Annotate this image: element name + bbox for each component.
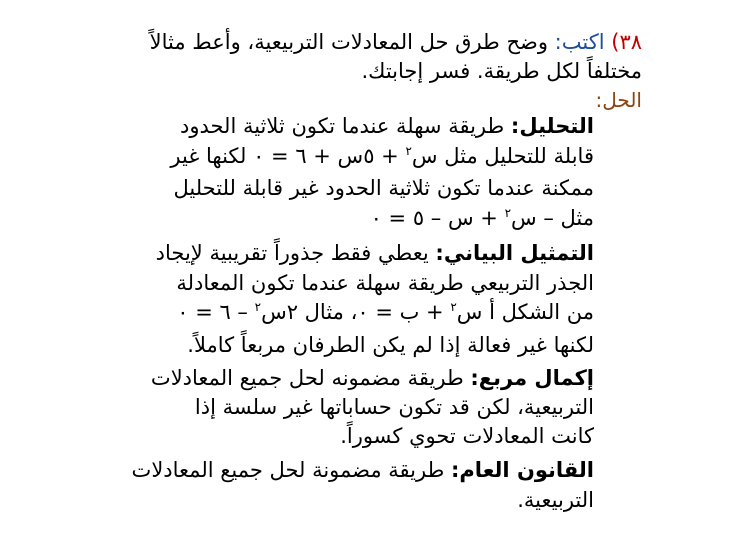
graphing-text-3b: + ب = ٠، مثال ٢س bbox=[261, 300, 444, 324]
graphing-exponent-1: ٢ bbox=[450, 300, 457, 314]
graphing-section bbox=[156, 239, 594, 360]
quadratic-formula-term: القانون العام: bbox=[451, 458, 594, 482]
quadratic-formula-line-2 bbox=[132, 485, 594, 515]
factoring-text-4b: + س – ٥ = ٠ bbox=[370, 205, 498, 230]
question-verb: اكتب: bbox=[554, 30, 605, 54]
factoring-text-2b: + ٥س + ٦ = ٠ لكنها غير bbox=[170, 143, 399, 168]
question-number: ٣٨) bbox=[611, 30, 642, 54]
factoring-term: التحليل: bbox=[510, 114, 594, 138]
quadratic-formula-section bbox=[132, 455, 594, 515]
factoring-text-3: ممكنة عندما تكون ثلاثية الحدود غير قابلة للتحليل bbox=[173, 176, 594, 200]
graphing-line-2 bbox=[156, 269, 594, 299]
solution-label-block bbox=[596, 86, 642, 115]
completing-square-line-2 bbox=[151, 393, 594, 422]
factoring-line-2 bbox=[170, 142, 594, 175]
completing-square-line-1 bbox=[151, 364, 594, 393]
graphing-line-1 bbox=[156, 239, 594, 269]
factoring-line-3 bbox=[170, 174, 594, 204]
quadratic-formula-text-2: التربيعية. bbox=[517, 488, 594, 512]
question-line-2 bbox=[150, 57, 642, 86]
completing-square-text-2: التربيعية، لكن قد تكون حساباتها غير سلسة إذا bbox=[194, 395, 594, 419]
question-line-1 bbox=[150, 28, 642, 57]
completing-square-section bbox=[151, 364, 594, 451]
question-block bbox=[150, 28, 642, 86]
quadratic-formula-text-1: طريقة مضمونة لحل جميع المعادلات bbox=[131, 458, 445, 482]
completing-square-term: إكمال مربع: bbox=[470, 366, 594, 390]
graphing-text-4: لكنها غير فعالة إذا لم يكن الطرفان مربعاً كاملاً. bbox=[187, 332, 594, 357]
solution-label: الحل: bbox=[595, 88, 642, 112]
question-text-1: وضح طرق حل المعادلات التربيعية، وأعط مثالاً bbox=[149, 30, 548, 54]
factoring-text-1: طريقة سهلة عندما تكون ثلاثية الحدود bbox=[179, 114, 505, 138]
factoring-text-2a: قابلة للتحليل مثل س bbox=[411, 143, 594, 168]
graphing-term: التمثيل البياني: bbox=[435, 241, 594, 265]
graphing-text-3a: من الشكل أ س bbox=[456, 300, 594, 324]
factoring-line-4 bbox=[170, 204, 594, 237]
graphing-line-3 bbox=[156, 298, 594, 331]
question-text-2: مختلفاً لكل طريقة. فسر إجابتك. bbox=[361, 59, 642, 83]
factoring-section bbox=[170, 112, 594, 236]
completing-square-line-3 bbox=[151, 422, 594, 451]
factoring-line-1 bbox=[170, 112, 594, 142]
graphing-exponent-2: ٢ bbox=[254, 300, 262, 314]
factoring-text-4a: مثل – س bbox=[511, 205, 594, 230]
quadratic-formula-line-1 bbox=[132, 455, 594, 485]
completing-square-text-1: طريقة مضمونه لحل جميع المعادلات bbox=[150, 366, 464, 390]
factoring-exponent-1: ٢ bbox=[405, 143, 412, 158]
graphing-text-1: يعطي فقط جذوراً تقريبية لإيجاد bbox=[155, 241, 429, 265]
graphing-text-3c: – ٦ = ٠ bbox=[177, 300, 248, 324]
graphing-text-2: الجذر التربيعي طريقة سهلة عندما تكون المعادلة bbox=[176, 270, 594, 295]
factoring-exponent-2: ٢ bbox=[504, 205, 512, 220]
completing-square-text-3: كانت المعادلات تحوي كسوراً. bbox=[340, 424, 594, 448]
graphing-line-4 bbox=[156, 331, 594, 361]
